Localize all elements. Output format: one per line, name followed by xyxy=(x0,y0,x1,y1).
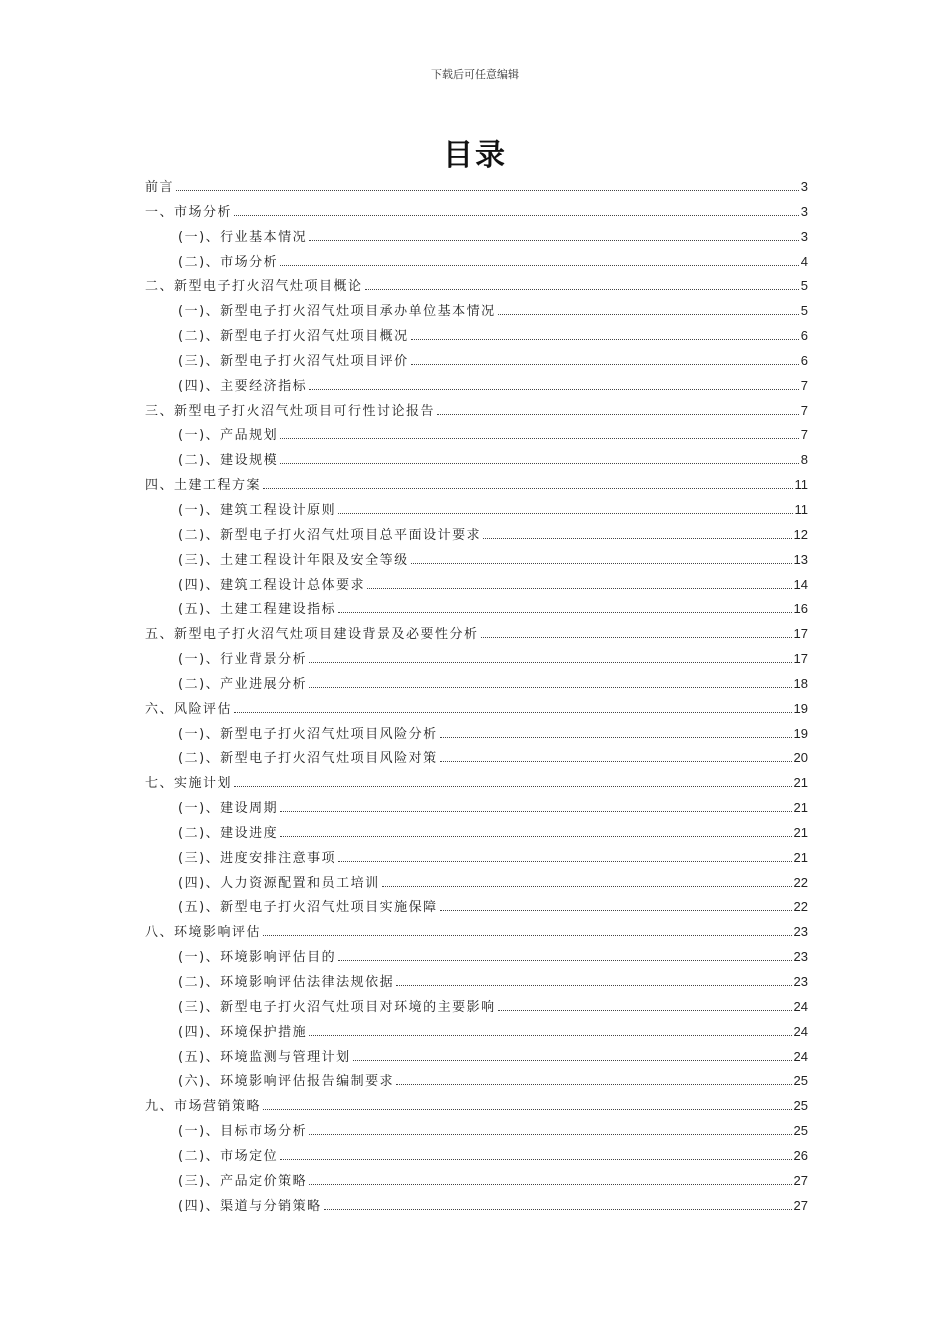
toc-entry-label: (三)、产品定价策略 xyxy=(178,1173,308,1189)
dot-leader xyxy=(234,215,799,216)
toc-entry-label: (一)、目标市场分析 xyxy=(178,1124,308,1140)
toc-entry-page-number: 21 xyxy=(793,849,808,865)
toc-entry-page-number: 25 xyxy=(793,1123,808,1139)
dot-leader xyxy=(481,637,792,638)
toc-entry-label: 八、环境影响评估 xyxy=(145,925,262,941)
toc-entry-page-number: 23 xyxy=(793,949,808,965)
toc-entry[interactable] xyxy=(145,1021,808,1046)
toc-entry-page-number: 19 xyxy=(793,700,808,716)
dot-leader xyxy=(483,538,791,539)
dot-leader xyxy=(396,1084,791,1085)
toc-entry-label: (一)、建筑工程设计原则 xyxy=(178,502,337,518)
dot-leader xyxy=(234,712,792,713)
toc-entry-label: 七、实施计划 xyxy=(145,776,233,792)
toc-entry-page-number: 21 xyxy=(793,775,808,791)
toc-entry-label: (一)、环境影响评估目的 xyxy=(178,950,337,966)
toc-entry[interactable] xyxy=(145,400,808,425)
toc-entry[interactable] xyxy=(145,723,808,748)
toc-entry[interactable] xyxy=(145,797,808,822)
toc-entry-label: 六、风险评估 xyxy=(145,701,233,717)
dot-leader xyxy=(280,265,799,266)
dot-leader xyxy=(280,463,799,464)
toc-entry-label: (三)、新型电子打火沼气灶项目评价 xyxy=(178,353,409,369)
toc-entry-page-number: 27 xyxy=(793,1197,808,1213)
toc-entry-page-number: 7 xyxy=(800,427,808,443)
toc-entry-label: (五)、土建工程建设指标 xyxy=(178,602,337,618)
toc-entry[interactable] xyxy=(145,896,808,921)
dot-leader xyxy=(263,935,792,936)
toc-entry-label: (四)、主要经济指标 xyxy=(178,378,308,394)
toc-entry[interactable] xyxy=(145,201,808,226)
toc-entry-page-number: 19 xyxy=(793,725,808,741)
toc-entry-page-number: 7 xyxy=(800,402,808,418)
toc-entry[interactable] xyxy=(145,946,808,971)
dot-leader xyxy=(353,1060,792,1061)
toc-entry-page-number: 21 xyxy=(793,800,808,816)
dot-leader xyxy=(365,289,799,290)
toc-entry-page-number: 21 xyxy=(793,824,808,840)
toc-entry-label: (一)、行业基本情况 xyxy=(178,229,308,245)
toc-entry-label: (二)、新型电子打火沼气灶项目总平面设计要求 xyxy=(178,527,482,543)
toc-entry-page-number: 20 xyxy=(793,750,808,766)
toc-entry-page-number: 25 xyxy=(793,1098,808,1114)
dot-leader xyxy=(309,389,799,390)
toc-entry-page-number: 3 xyxy=(800,203,808,219)
toc-entry[interactable] xyxy=(145,598,808,623)
toc-entry-label: (一)、产品规划 xyxy=(178,428,279,444)
toc-entry[interactable] xyxy=(145,1095,808,1120)
dot-leader xyxy=(440,737,792,738)
dot-leader xyxy=(338,612,791,613)
toc-entry[interactable] xyxy=(145,574,808,599)
dot-leader xyxy=(263,488,792,489)
toc-entry-label: (二)、建设规模 xyxy=(178,453,279,469)
toc-entry-label: (四)、环境保护措施 xyxy=(178,1024,308,1040)
page-title: 目录 xyxy=(443,138,507,173)
toc-entry-page-number: 8 xyxy=(800,452,808,468)
toc-entry-label: 九、市场营销策略 xyxy=(145,1099,262,1115)
dot-leader xyxy=(309,1035,791,1036)
dot-leader xyxy=(309,687,791,688)
toc-entry[interactable] xyxy=(145,1070,808,1095)
toc-entry[interactable] xyxy=(145,176,808,201)
toc-entry[interactable] xyxy=(145,300,808,325)
dot-leader xyxy=(309,1134,791,1135)
dot-leader xyxy=(309,240,799,241)
dot-leader xyxy=(280,438,799,439)
dot-leader xyxy=(324,1209,792,1210)
toc-entry[interactable] xyxy=(145,524,808,549)
toc-entry-page-number: 5 xyxy=(800,278,808,294)
toc-entry-page-number: 22 xyxy=(793,874,808,890)
toc-entry-page-number: 16 xyxy=(793,601,808,617)
toc-entry[interactable] xyxy=(145,499,808,524)
toc-entry-page-number: 24 xyxy=(793,1048,808,1064)
toc-entry-label: (一)、行业背景分析 xyxy=(178,652,308,668)
dot-leader xyxy=(309,1184,791,1185)
toc-entry-page-number: 22 xyxy=(793,899,808,915)
toc-entry-page-number: 24 xyxy=(793,998,808,1014)
dot-leader xyxy=(440,910,792,911)
toc-entry-label: 五、新型电子打火沼气灶项目建设背景及必要性分析 xyxy=(145,627,479,643)
toc-entry-page-number: 12 xyxy=(793,526,808,542)
toc-entry[interactable] xyxy=(145,921,808,946)
page-header: 下载后可任意编辑 xyxy=(431,68,519,81)
toc-entry[interactable] xyxy=(145,275,808,300)
dot-leader xyxy=(411,339,799,340)
toc-entry[interactable] xyxy=(145,747,808,772)
table-of-contents xyxy=(145,176,808,1219)
toc-entry[interactable] xyxy=(145,1046,808,1071)
toc-entry[interactable] xyxy=(145,1170,808,1195)
toc-entry[interactable] xyxy=(145,673,808,698)
toc-entry[interactable] xyxy=(145,698,808,723)
toc-entry[interactable] xyxy=(145,449,808,474)
dot-leader xyxy=(498,314,799,315)
toc-entry-label: (五)、新型电子打火沼气灶项目实施保障 xyxy=(178,900,438,916)
toc-entry-label: (四)、渠道与分销策略 xyxy=(178,1198,322,1214)
dot-leader xyxy=(280,836,791,837)
toc-entry[interactable] xyxy=(145,424,808,449)
toc-entry-page-number: 4 xyxy=(800,253,808,269)
toc-entry-page-number: 11 xyxy=(794,477,808,493)
dot-leader xyxy=(338,960,791,961)
toc-entry[interactable] xyxy=(145,1195,808,1220)
toc-entry[interactable] xyxy=(145,375,808,400)
toc-entry-page-number: 23 xyxy=(793,924,808,940)
toc-entry-label: (一)、新型电子打火沼气灶项目风险分析 xyxy=(178,726,438,742)
dot-leader xyxy=(280,1159,791,1160)
toc-entry-label: (一)、建设周期 xyxy=(178,801,279,817)
toc-entry-label: 三、新型电子打火沼气灶项目可行性讨论报告 xyxy=(145,403,436,419)
toc-entry-label: (二)、环境影响评估法律法规依据 xyxy=(178,975,395,990)
toc-entry-label: (四)、人力资源配置和员工培训 xyxy=(178,875,380,891)
dot-leader xyxy=(234,786,792,787)
toc-entry-page-number: 18 xyxy=(793,675,808,691)
toc-entry-page-number: 5 xyxy=(800,303,808,319)
dot-leader xyxy=(309,662,791,663)
dot-leader xyxy=(411,563,792,564)
toc-entry[interactable] xyxy=(145,872,808,897)
dot-leader xyxy=(367,588,791,589)
dot-leader xyxy=(280,811,791,812)
toc-entry-page-number: 11 xyxy=(794,501,808,517)
toc-entry-label: (四)、建筑工程设计总体要求 xyxy=(178,577,366,593)
toc-entry-label: 前言 xyxy=(145,180,175,195)
toc-entry-page-number: 24 xyxy=(793,1023,808,1039)
dot-leader xyxy=(440,761,792,762)
toc-entry[interactable] xyxy=(145,847,808,872)
toc-entry-page-number: 27 xyxy=(793,1172,808,1188)
toc-entry[interactable] xyxy=(145,226,808,251)
toc-entry-label: (五)、环境监测与管理计划 xyxy=(178,1049,351,1065)
toc-entry-label: (二)、建设进度 xyxy=(178,825,279,841)
toc-entry-label: (三)、新型电子打火沼气灶项目对环境的主要影响 xyxy=(178,999,496,1015)
toc-entry[interactable] xyxy=(145,251,808,276)
toc-entry-page-number: 6 xyxy=(800,352,808,368)
toc-entry-label: (六)、环境影响评估报告编制要求 xyxy=(178,1074,395,1090)
dot-leader xyxy=(396,985,791,986)
toc-entry-label: (二)、产业进展分析 xyxy=(178,676,308,692)
toc-entry[interactable] xyxy=(145,549,808,574)
toc-entry-page-number: 17 xyxy=(793,651,808,667)
dot-leader xyxy=(498,1010,792,1011)
toc-entry-page-number: 17 xyxy=(793,626,808,642)
toc-entry[interactable] xyxy=(145,623,808,648)
toc-entry-label: (二)、新型电子打火沼气灶项目风险对策 xyxy=(178,751,438,767)
toc-entry-label: 四、土建工程方案 xyxy=(145,478,262,494)
toc-entry[interactable] xyxy=(145,474,808,499)
toc-entry-label: (三)、土建工程设计年限及安全等级 xyxy=(178,552,409,568)
toc-entry-page-number: 3 xyxy=(800,228,808,244)
dot-leader xyxy=(338,513,792,514)
toc-entry-label: (一)、新型电子打火沼气灶项目承办单位基本情况 xyxy=(178,304,496,320)
toc-entry[interactable] xyxy=(145,1120,808,1145)
toc-entry-page-number: 6 xyxy=(800,328,808,344)
dot-leader xyxy=(382,886,792,887)
dot-leader xyxy=(176,190,799,191)
toc-entry[interactable] xyxy=(145,996,808,1021)
toc-entry-page-number: 3 xyxy=(800,179,808,194)
toc-entry[interactable] xyxy=(145,350,808,375)
toc-entry-label: 二、新型电子打火沼气灶项目概论 xyxy=(145,279,363,295)
toc-entry[interactable] xyxy=(145,772,808,797)
toc-entry[interactable] xyxy=(145,1145,808,1170)
dot-leader xyxy=(338,861,791,862)
toc-entry-label: (二)、新型电子打火沼气灶项目概况 xyxy=(178,329,409,345)
toc-entry-label: (三)、进度安排注意事项 xyxy=(178,850,337,866)
toc-entry-page-number: 23 xyxy=(793,974,808,989)
toc-entry-page-number: 26 xyxy=(793,1147,808,1163)
toc-entry[interactable] xyxy=(145,971,808,996)
toc-entry-page-number: 13 xyxy=(793,551,808,567)
toc-entry[interactable] xyxy=(145,325,808,350)
toc-entry-page-number: 25 xyxy=(793,1073,808,1089)
toc-entry[interactable] xyxy=(145,648,808,673)
toc-entry-page-number: 14 xyxy=(793,576,808,592)
dot-leader xyxy=(437,414,799,415)
toc-entry[interactable] xyxy=(145,822,808,847)
toc-entry-label: (二)、市场分析 xyxy=(178,254,279,270)
dot-leader xyxy=(263,1109,792,1110)
toc-entry-label: (二)、市场定位 xyxy=(178,1148,279,1164)
toc-entry-page-number: 7 xyxy=(800,377,808,393)
toc-entry-label: 一、市场分析 xyxy=(145,204,233,220)
dot-leader xyxy=(411,364,799,365)
